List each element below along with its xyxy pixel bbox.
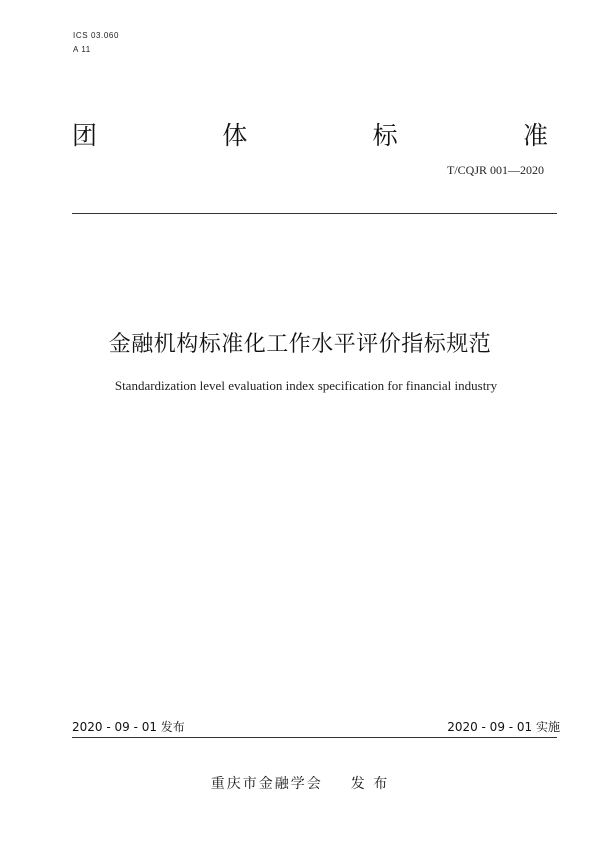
document-type-heading <box>72 116 548 152</box>
bottom-divider <box>72 737 557 738</box>
implementation-date: 2020 - 09 - 01 实施 <box>447 720 560 734</box>
doc-type-char: 团 <box>72 121 98 150</box>
doc-type-char: 准 <box>522 121 548 150</box>
publication-date: 2020 - 09 - 01 发布 <box>72 720 185 734</box>
doc-type-char: 体 <box>222 121 248 150</box>
issuer-line <box>0 773 600 793</box>
title-chinese: 金融机构标准化工作水平评价指标规范 <box>108 332 492 357</box>
classification-code: A 11 <box>73 45 91 54</box>
doc-type-char: 标 <box>372 121 398 150</box>
issuer-name: 重庆市金融学会 <box>210 776 323 792</box>
title-english: Standardization level evaluation index specification for financial industry <box>114 378 498 393</box>
standard-number: T/CQJR 001—2020 <box>446 163 544 177</box>
issuer-action: 发 布 <box>350 776 390 792</box>
top-divider <box>72 213 557 214</box>
ics-code: ICS 03.060 <box>73 31 120 40</box>
